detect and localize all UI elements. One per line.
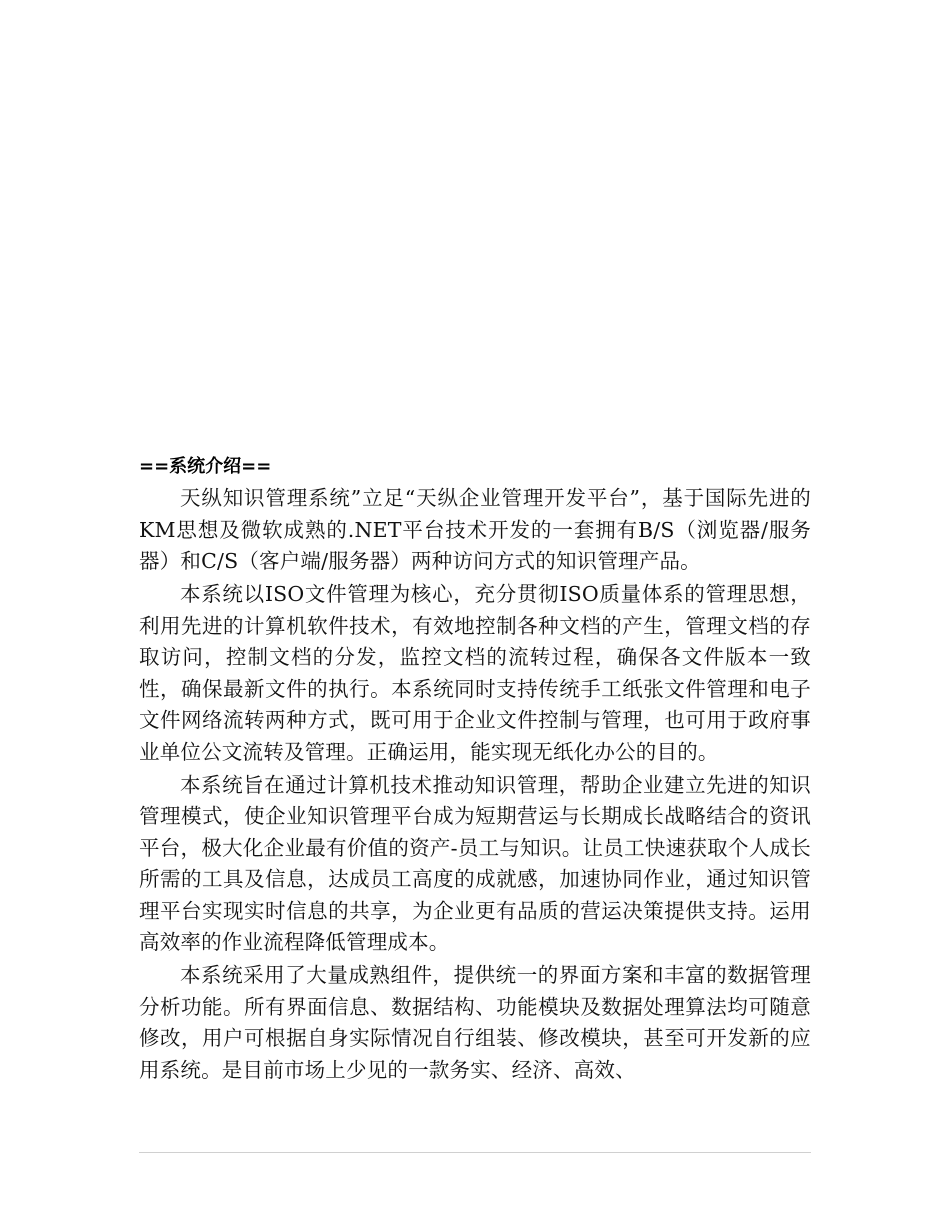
footer-divider <box>139 1152 811 1153</box>
paragraph-components: 本系统采用了大量成熟组件，提供统一的界面方案和丰富的数据管理分析功能。所有界面信息、数据结构、功能模块及数据处理算法均可随意修改，用户可根据自身实际情况自行组装、修改模块，甚至可开发新的应用系统。是目前市场上少见的一款务实、经济、高效、 <box>139 963 811 1082</box>
section-heading: ==系统介绍== <box>139 456 272 477</box>
paragraph-iso: 本系统以ISO文件管理为核心，充分贯彻ISO质量体系的管理思想，利用先进的计算机软件技术，有效地控制各种文档的产生，管理文档的存取访问，控制文档的分发，监控文档的流转过程，确保各文件版本一致性，确保最新文件的执行。本系统同时支持传统手工纸张文件管理和电子文件网络流转两种方式，既可用于企业文件控制与管理，也可用于政府事业单位公文流转及管理。正确运用，能实现无纸化办公的目的。 <box>139 582 811 764</box>
paragraph-km: 本系统旨在通过计算机技术推动知识管理，帮助企业建立先进的知识管理模式，使企业知识管理平台成为短期营运与长期成长战略结合的资讯平台，极大化企业最有价值的资产-员工与知识。让员工快速获取个人成长所需的工具及信息，达成员工高度的成就感，加速协同作业，通过知识管理平台实现实时信息的共享，为企业更有品质的营运决策提供支持。运用高效率的作业流程降低管理成本。 <box>139 772 811 954</box>
paragraph-intro: 天纵知识管理系统”立足“天纵企业管理开发平台”，基于国际先进的KM思想及微软成熟的.NET平台技术开发的一套拥有B/S（浏览器/服务器）和C/S（客户端/服务器）两种访问方式的知识管理产品。 <box>139 486 811 573</box>
document-body <box>139 452 811 1088</box>
